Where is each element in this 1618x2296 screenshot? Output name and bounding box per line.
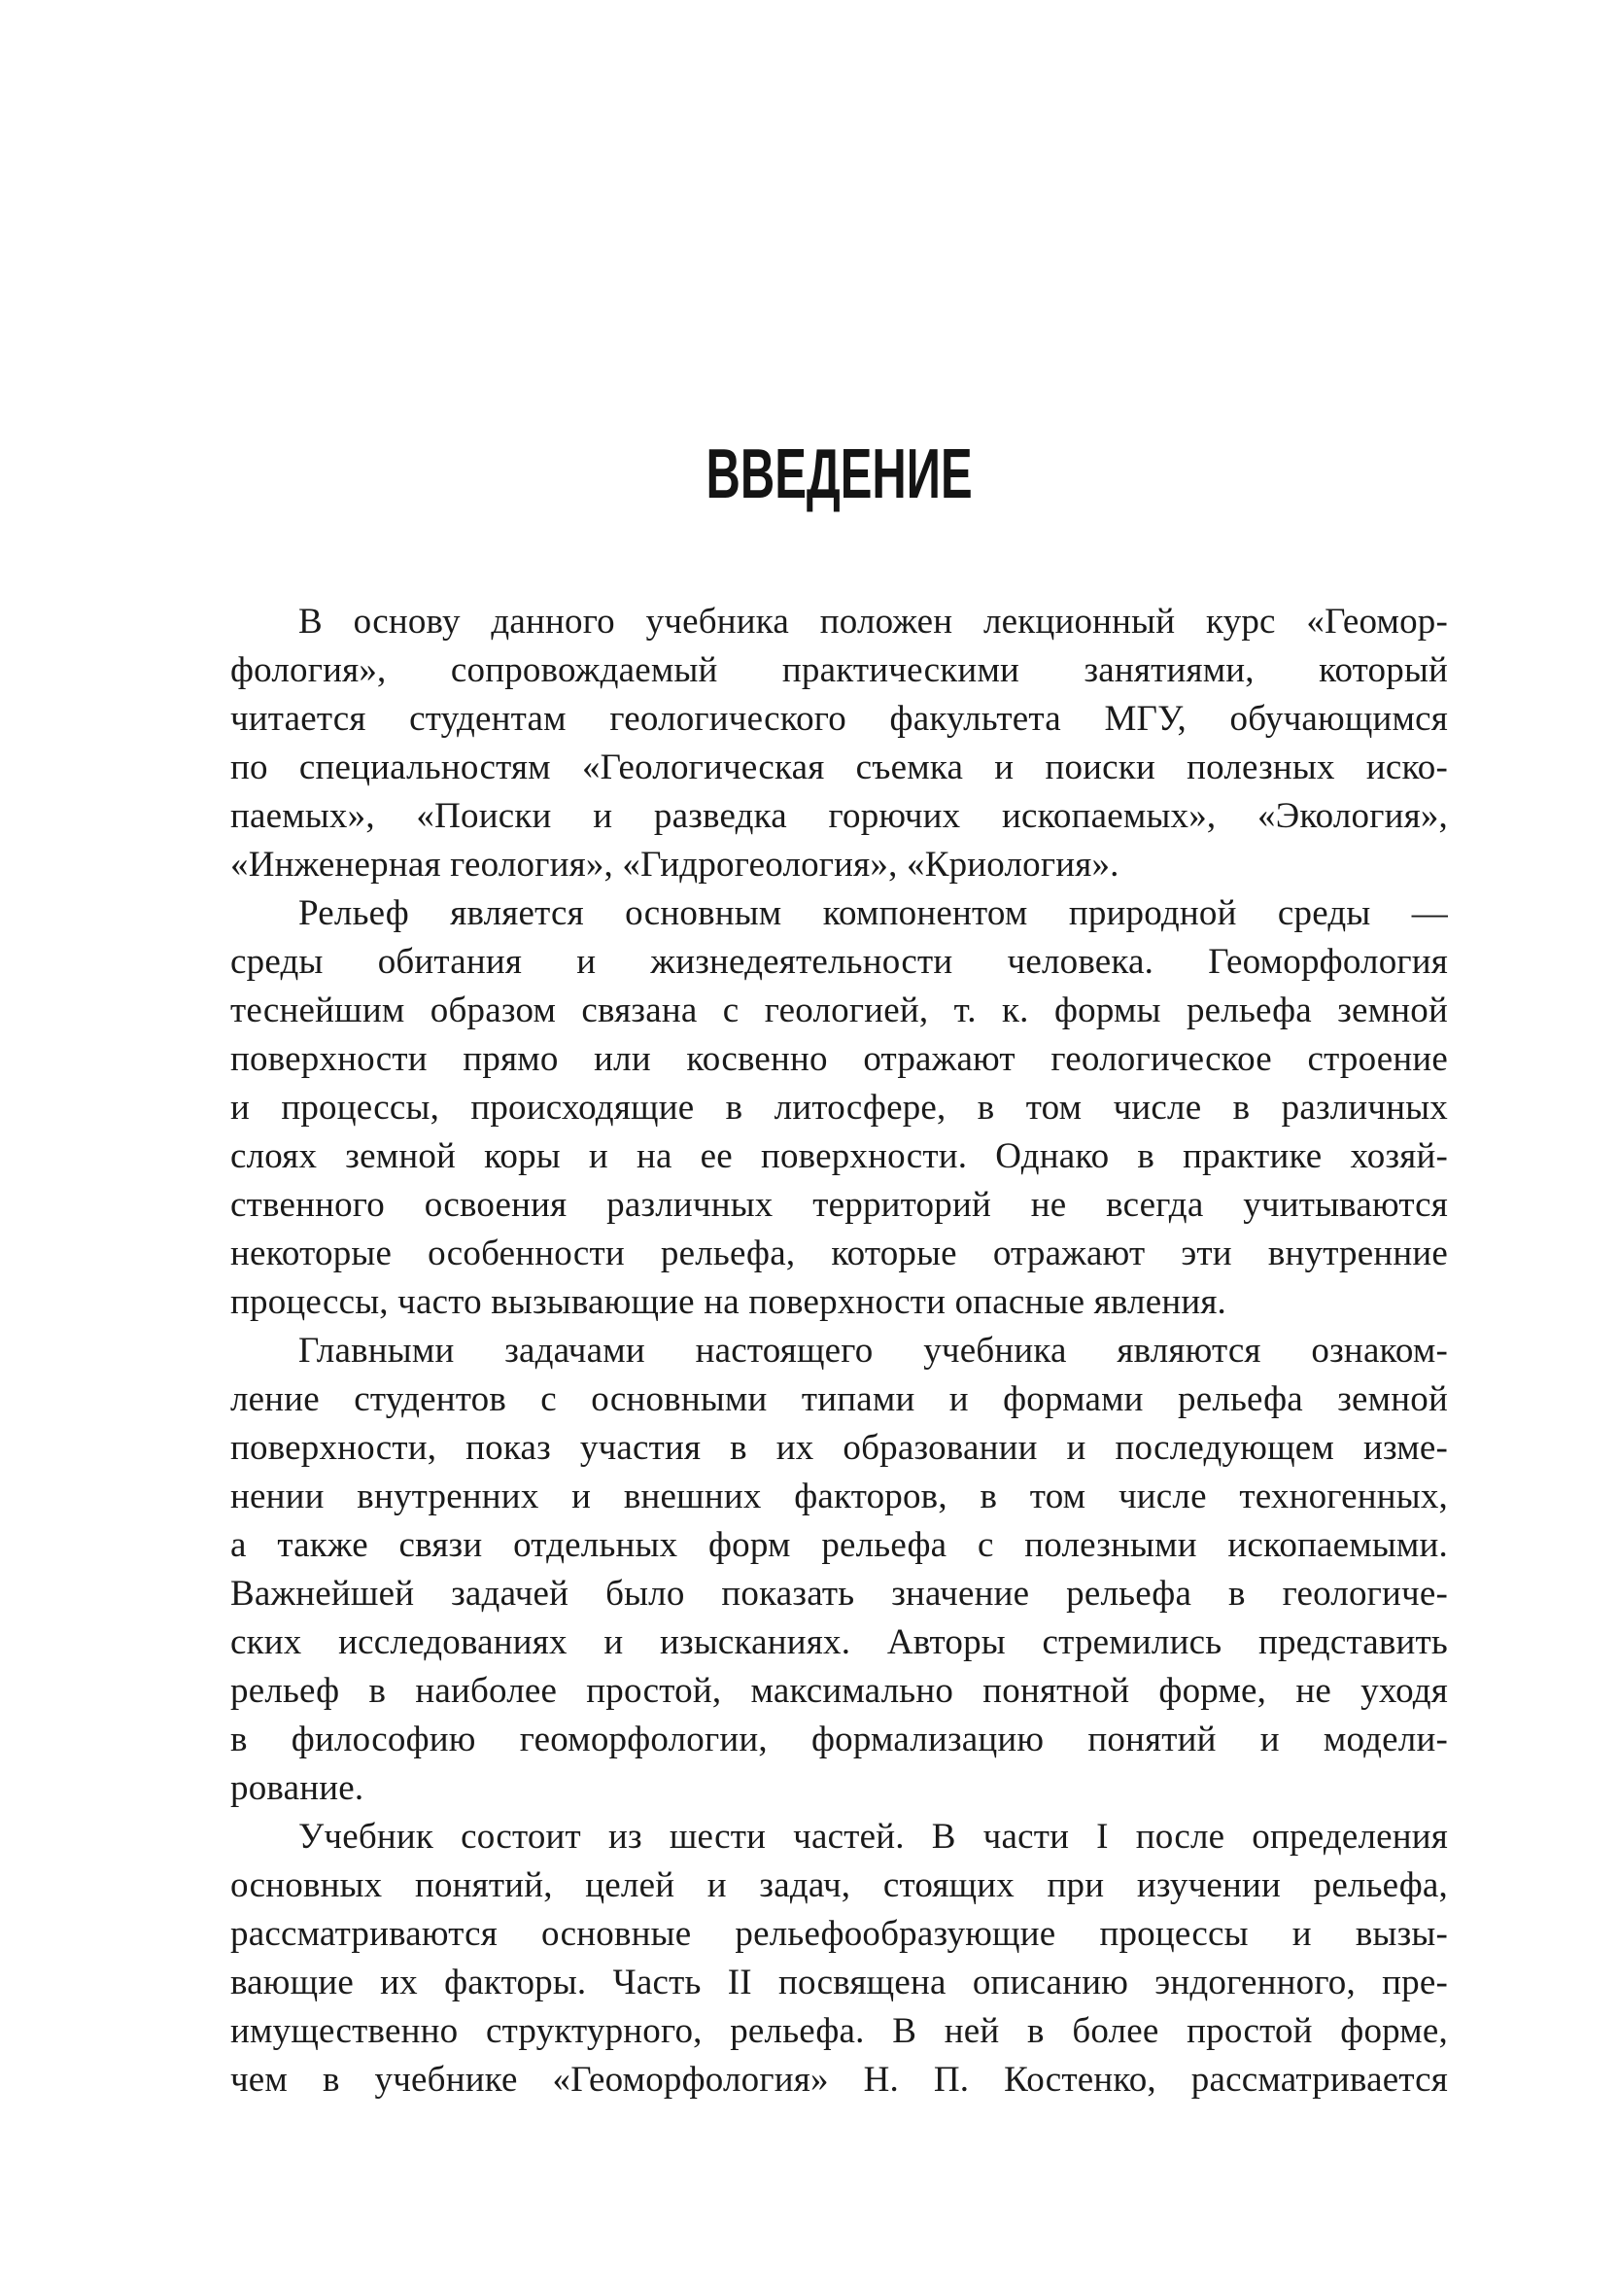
text-line: вающие их факторы. Часть II посвящена описанию эндогенного, пре- <box>230 1963 1448 2002</box>
text-line: имущественно структурного, рельефа. В ней в более простой форме, <box>230 2011 1448 2051</box>
text-line: а также связи отдельных форм рельефа с полезными ископаемыми. <box>230 1525 1448 1565</box>
text-line: рассматриваются основные рельефообразующие процессы и вызы- <box>230 1914 1448 1954</box>
text-line: Главными задачами настоящего учебника являются ознаком- <box>298 1331 1448 1371</box>
text-line: некоторые особенности рельефа, которые отражают эти внутренние <box>230 1234 1448 1273</box>
paragraph <box>230 598 1448 889</box>
text-line: читается студентам геологического факультета МГУ, обучающимся <box>230 699 1448 739</box>
text-line: теснейшим образом связана с геологией, т. к. формы рельефа земной <box>230 991 1448 1030</box>
text-line: В основу данного учебника положен лекционный курс «Геомор- <box>298 602 1448 642</box>
text-line: ственного освоения различных территорий не всегда учитываются <box>230 1185 1448 1225</box>
page-title: ВВЕДЕНИЕ <box>706 435 973 513</box>
body-text <box>230 598 1448 2105</box>
text-line: рование. <box>230 1768 364 1808</box>
text-line: процессы, часто вызывающие на поверхности опасные явления. <box>230 1282 1226 1322</box>
text-line: среды обитания и жизнедеятельности человека. Геоморфология <box>230 942 1448 982</box>
paragraph <box>230 1813 1448 2105</box>
text-line: рельеф в наиболее простой, максимально понятной форме, не уходя <box>230 1671 1448 1711</box>
text-line: по специальностям «Геологическая съемка и поиски полезных иско- <box>230 748 1448 787</box>
text-line: фология», сопровождаемый практическими занятиями, который <box>230 650 1448 690</box>
text-line: чем в учебнике «Геоморфология» Н. П. Костенко, рассматривается <box>230 2060 1448 2100</box>
text-line: Учебник состоит из шести частей. В части I после определения <box>298 1817 1448 1857</box>
text-line: «Инженерная геология», «Гидрогеология», «Криология». <box>230 845 1119 885</box>
text-line: паемых», «Поиски и разведка горючих ископаемых», «Экология», <box>230 796 1448 836</box>
text-line: Рельеф является основным компонентом природной среды — <box>298 893 1448 933</box>
text-line: ление студентов с основными типами и формами рельефа земной <box>230 1379 1448 1419</box>
chapter-heading <box>230 437 1448 511</box>
page-content <box>230 437 1448 2105</box>
text-line: в философию геоморфологии, формализацию понятий и модели- <box>230 1720 1448 1759</box>
text-line: ских исследованиях и изысканиях. Авторы стремились представить <box>230 1622 1448 1662</box>
text-line: основных понятий, целей и задач, стоящих при изучении рельефа, <box>230 1865 1448 1905</box>
paragraph <box>230 1327 1448 1813</box>
text-line: поверхности прямо или косвенно отражают геологическое строение <box>230 1039 1448 1079</box>
text-line: поверхности, показ участия в их образовании и последующем изме- <box>230 1428 1448 1468</box>
text-line: слоях земной коры и на ее поверхности. Однако в практике хозяй- <box>230 1136 1448 1176</box>
text-line: и процессы, происходящие в литосфере, в том числе в различных <box>230 1088 1448 1128</box>
text-line: Важнейшей задачей было показать значение рельефа в геологиче- <box>230 1574 1448 1614</box>
text-line: нении внутренних и внешних факторов, в том числе техногенных, <box>230 1477 1448 1516</box>
paragraph <box>230 889 1448 1327</box>
